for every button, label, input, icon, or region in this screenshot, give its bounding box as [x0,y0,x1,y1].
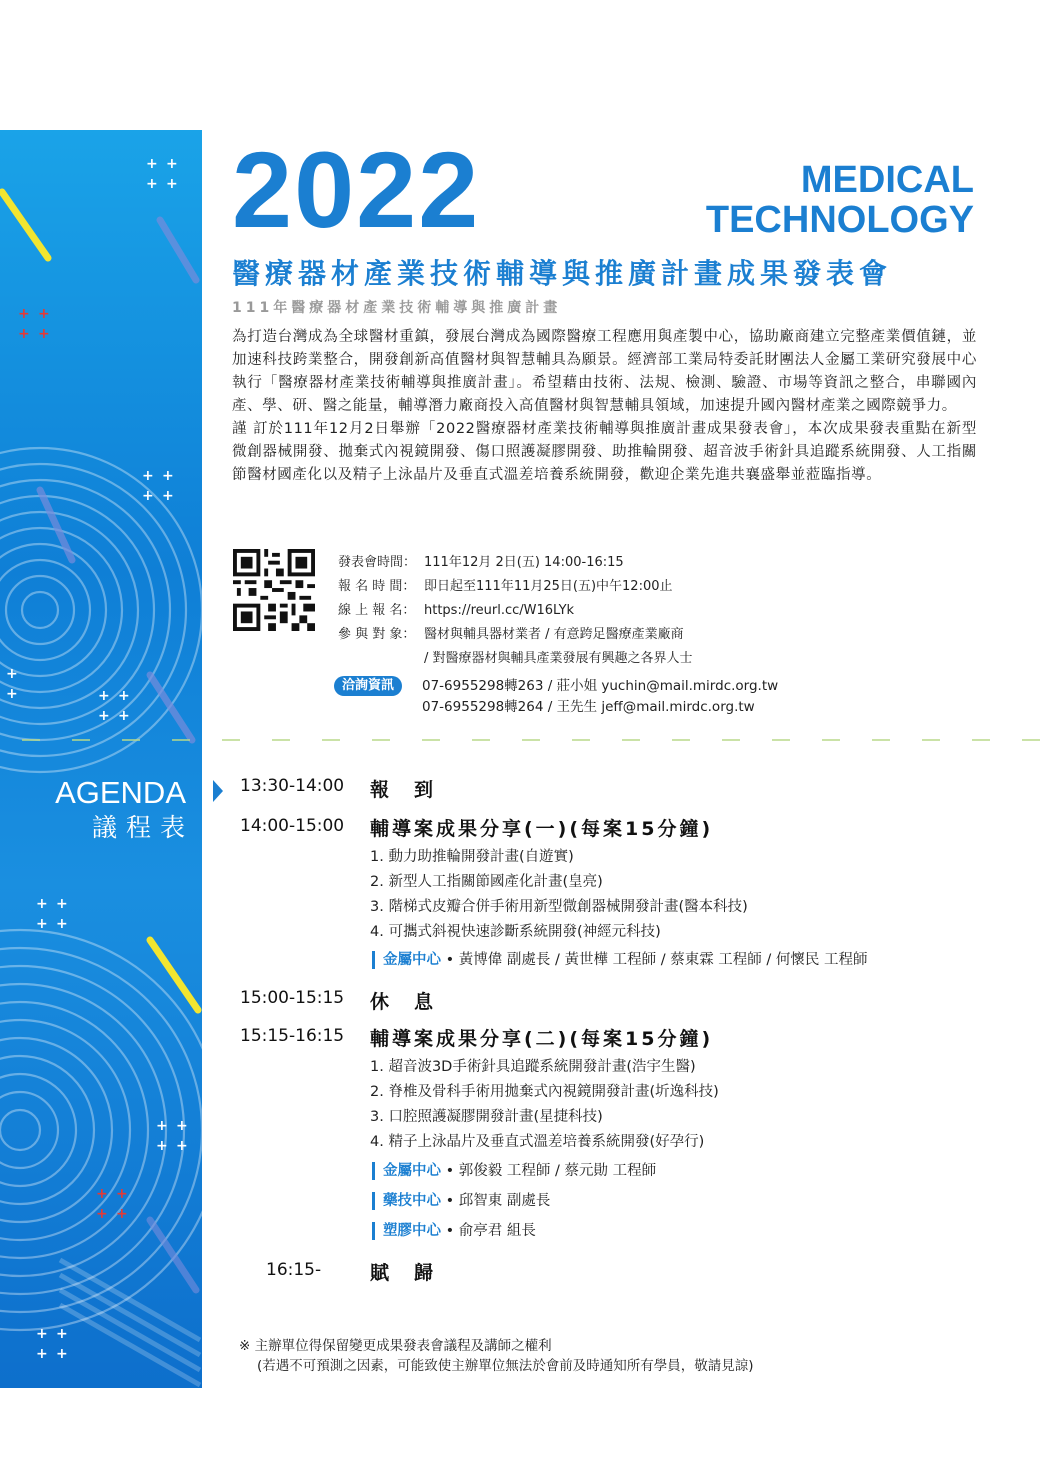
target-label: 參 與 對 象： [338,627,416,642]
svg-text:+: + [36,1346,48,1362]
speaker-names: • 俞亭君 組長 [445,1223,536,1239]
slot-2-speakers [372,950,868,970]
slot-title: 輔導案成果分享(二)(每案15分鐘) [370,1028,714,1050]
info-row-registration [338,575,693,599]
time-label: 發表會時間： [338,555,417,570]
svg-text:+: + [166,176,178,192]
slot-title: 賦 歸 [370,1262,437,1284]
slot-title: 休 息 [370,991,437,1013]
svg-text:+: + [96,1186,108,1202]
svg-text:+: + [38,306,50,322]
svg-text:+: + [36,916,48,932]
list-item: 2. 新型人工指關節國產化計畫(皇亮) [370,874,603,890]
svg-text:+: + [142,468,154,484]
intro-paragraph-2: 謹 訂於111年12月2日舉辦「2022醫療器材產業技術輔導與推廣計畫成果發表會」，本次成果發表重點在新型微創器械開發、拋棄式內視鏡開發、傷口照護凝膠開發、助推輪開發、超音波手術針具追蹤系統開發、人工指關節醫材國產化以及精子上泳晶片及垂直式溫差培養系統開發，歡迎企業先進共襄盛舉並蒞臨指導。 [232,421,977,483]
contact-info [334,676,779,715]
technology-word: TECHNOLOGY [705,199,974,241]
slot-title: 輔導案成果分享(一)(每案15分鐘) [370,818,714,840]
svg-text:+: + [6,666,18,682]
slot-4-items [370,1055,719,1155]
list-item: 1. 動力助推輪開發計畫(自遊實) [370,849,574,865]
time-value: 111年12月 2日(五) 14:00-16:15 [424,555,624,570]
slot-4-speakers-3 [372,1221,536,1241]
contact-badge: 洽詢資訊 [334,676,402,696]
svg-text:+: + [56,916,68,932]
slot-2-items [370,845,748,945]
medical-word: MEDICAL [800,159,974,201]
slot-time: 15:00-15:15 [240,988,345,1008]
svg-text:+: + [6,686,18,702]
slot-title: 報 到 [370,779,437,801]
footnote-line-2: (若遇不可預測之因素，可能致使主辦單位無法於會前及時通知所有學員，敬請見諒) [257,1358,754,1374]
registration-label: 報 名 時 間： [338,579,416,594]
svg-text:+: + [118,708,130,724]
event-info [338,551,693,671]
svg-text:+: + [146,176,158,192]
info-row-target-cont [338,647,693,671]
svg-text:+: + [36,1326,48,1342]
list-item: 3. 階梯式皮瓣合併手術用新型微創器械開發計畫(醫本科技) [370,899,748,915]
svg-text:+: + [156,1138,168,1154]
speaker-bar [372,1222,375,1240]
svg-text:+: + [142,488,154,504]
slot-time: 16:15- [266,1260,322,1280]
registration-link[interactable]: https://reurl.cc/W16LYk [424,603,575,618]
medical-technology-logo [706,160,974,240]
speaker-names: • 邱智東 副處長 [445,1193,551,1209]
slot-4-speakers-2 [372,1191,550,1211]
registration-value: 即日起至111年11月25日(五)中午12:00止 [424,579,673,594]
sub-title: 111年醫療器材產業技術輔導與推廣計畫 [232,300,562,316]
svg-text:+: + [98,688,110,704]
svg-text:+: + [56,896,68,912]
intro-text [232,326,977,487]
speaker-bar [372,1192,375,1210]
speaker-names: • 郭俊毅 工程師 / 蔡元勛 工程師 [445,1163,657,1179]
slot-time: 13:30-14:00 [240,776,345,796]
svg-text:+: + [176,1118,188,1134]
section-divider [22,739,1052,741]
online-label: 線 上 報 名： [338,603,416,618]
main-title: 醫療器材產業技術輔導與推廣計畫成果發表會 [232,257,893,290]
list-item: 2. 脊椎及骨科手術用拋棄式內視鏡開發計畫(圻逸科技) [370,1084,719,1100]
info-row-online [338,599,693,623]
target-value-1: 醫材與輔具器材業者 / 有意跨足醫療產業廠商 [424,627,684,642]
svg-text:+: + [116,1206,128,1222]
svg-text:+: + [116,1186,128,1202]
speaker-names: • 黃博偉 副處長 / 黃世樺 工程師 / 蔡東霖 工程師 / 何懷民 工程師 [445,952,868,968]
list-item: 3. 口腔照護凝膠開發計畫(星捷科技) [370,1109,603,1125]
svg-text:+: + [176,1138,188,1154]
sidebar-pattern [0,130,202,1388]
decorative-sidebar [0,130,202,1388]
speaker-org: 金屬中心 [383,1163,441,1179]
svg-text:+: + [18,306,30,322]
agenda-heading-en: AGENDA [55,775,186,810]
agenda-heading-zh: 議程表 [91,813,194,842]
svg-text:+: + [162,488,174,504]
slot-time: 14:00-15:00 [240,816,345,836]
speaker-org: 金屬中心 [383,952,441,968]
list-item: 1. 超音波3D手術針具追蹤系統開發計畫(浩宇生醫) [370,1059,696,1075]
speaker-org: 藥技中心 [383,1193,441,1209]
registration-qr-code[interactable] [233,549,315,631]
agenda-heading [0,775,194,845]
svg-text:+: + [56,1346,68,1362]
svg-text:+: + [36,896,48,912]
target-value-2: / 對醫療器材與輔具產業發展有興趣之各界人士 [424,651,693,666]
slot-time: 15:15-16:15 [240,1026,345,1046]
event-year: 2022 [232,129,481,250]
svg-text:+: + [38,326,50,342]
svg-text:+: + [96,1206,108,1222]
speaker-bar [372,951,375,969]
svg-text:+: + [98,708,110,724]
svg-text:+: + [162,468,174,484]
info-row-time [338,551,693,575]
slot-4-speakers-1 [372,1161,656,1181]
speaker-bar [372,1162,375,1180]
footnote [239,1336,754,1376]
svg-text:+: + [166,156,178,172]
list-item: 4. 精子上泳晶片及垂直式溫差培養系統開發(好孕行) [370,1134,705,1150]
info-row-target [338,623,693,647]
speaker-org: 塑膠中心 [383,1223,441,1239]
svg-text:+: + [146,156,158,172]
svg-text:+: + [156,1118,168,1134]
intro-paragraph-1: 為打造台灣成為全球醫材重鎮，發展台灣成為國際醫療工程應用與產製中心，協助廠商建立完整產業價值鏈，並加速科技跨業整合，開發創新高值醫材與智慧輔具為願景。經濟部工業局特委託財團法人金屬工業研究發展中心執行「醫療器材產業技術輔導與推廣計畫」。希望藉由技術、法規、檢測、驗證、市場等資訊之整合，串聯國內產、學、研、醫之能量，輔導潛力廠商投入高值醫材與智慧輔具領域，加速提升國內醫材產業之國際競爭力。 [232,329,977,414]
svg-text:+: + [18,326,30,342]
svg-text:+: + [56,1326,68,1342]
contact-line-2[interactable]: 07-6955298轉264 / 王先生 jeff@mail.mirdc.org.tw [422,699,755,715]
agenda-arrow-icon [213,780,223,802]
footnote-line-1: ※ 主辦單位得保留變更成果發表會議程及講師之權利 [239,1338,552,1354]
contact-line-1[interactable]: 07-6955298轉263 / 莊小姐 yuchin@mail.mirdc.org.tw [422,678,779,694]
list-item: 4. 可攜式斜視快速診斷系統開發(神經元科技) [370,924,661,940]
svg-text:+: + [118,688,130,704]
